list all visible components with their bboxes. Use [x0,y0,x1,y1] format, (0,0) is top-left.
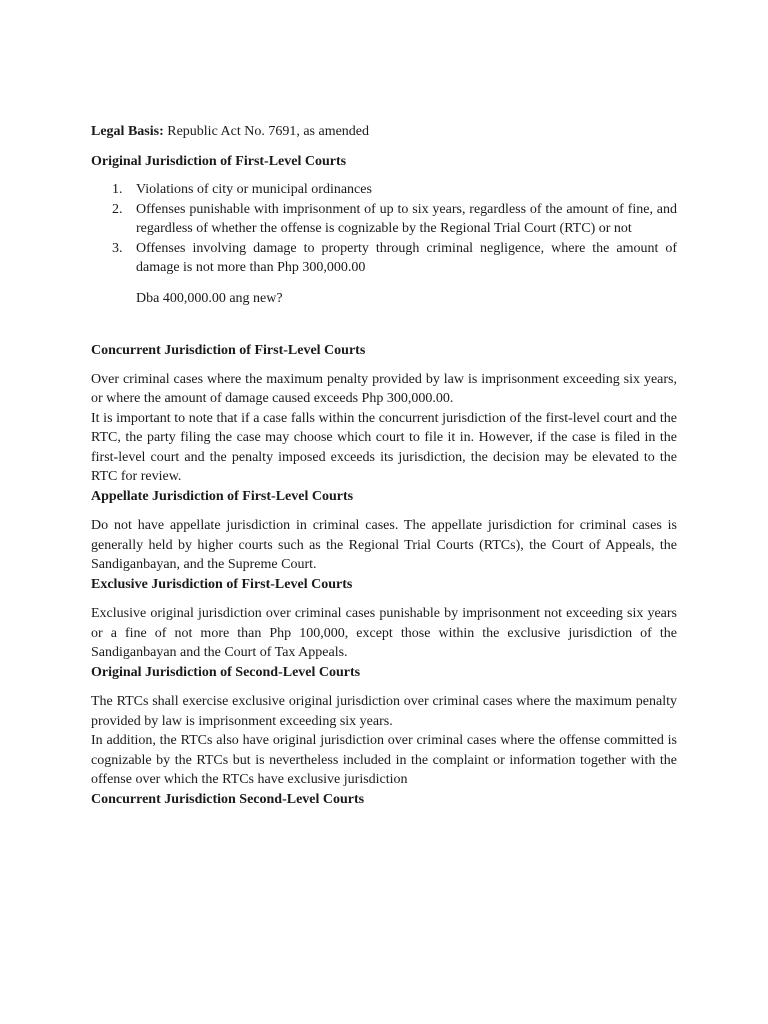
list-item-text: Offenses involving damage to property through criminal negligence, where the amount of damage is not more than Php 300,000.00 [136,240,677,275]
document-body [91,122,677,809]
paragraph: Exclusive original jurisdiction over criminal cases punishable by imprisonment not exceeding six years or a fine of not more than Php 100,000, except those within the exclusive jurisdiction of the Sandiganbayan and the Court of Tax Appeals. [91,606,677,660]
margin-note: Dba 400,000.00 ang new? [136,290,283,306]
section-heading-exclusive-first: Exclusive Jurisdiction of First-Level Courts [91,576,353,592]
section-heading-original-second: Original Jurisdiction of Second-Level Courts [91,664,361,680]
list-item-text: Offenses punishable with imprisonment of up to six years, regardless of the amount of fine, and regardless of whether the offense is cognizable by the Regional Trial Court (RTC) or not [136,201,677,236]
list-item [91,239,677,278]
list-item [91,180,677,200]
paragraph: Over criminal cases where the maximum penalty provided by law is imprisonment exceeding six years, or where the amount of damage caused exceeds Php 300,000.00. [91,371,677,406]
list-item-number: 3. [112,240,123,256]
paragraph: The RTCs shall exercise exclusive original jurisdiction over criminal cases where the maximum penalty provided by law is imprisonment exceeding six years. [91,694,677,729]
list-item-text: Violations of city or municipal ordinances [136,182,372,197]
legal-basis-value: Republic Act No. 7691, as amended [163,124,370,139]
original-first-list [91,180,677,278]
section-heading-original-first: Original Jurisdiction of First-Level Courts [91,153,347,169]
legal-basis-label: Legal Basis: [91,124,164,139]
section-heading-appellate-first: Appellate Jurisdiction of First-Level Courts [91,488,354,504]
list-item-number: 2. [112,201,123,217]
legal-basis-line [91,122,677,142]
paragraph: In addition, the RTCs also have original jurisdiction over criminal cases where the offense committed is cognizable by the RTCs but is nevertheless included in the complaint or information together with the offense over which the RTCs have exclusive jurisdiction [91,733,677,787]
section-heading-concurrent-first: Concurrent Jurisdiction of First-Level Courts [91,343,366,358]
paragraph: It is important to note that if a case falls within the concurrent jurisdiction of the first-level court and the RTC, the party filing the case may choose which court to file it in. However, if the case is filed in the first-level court and the penalty imposed exceeds its jurisdiction, the decision may be elevated to the RTC for review. [91,410,677,484]
section-heading-concurrent-second: Concurrent Jurisdiction Second-Level Courts [91,791,365,807]
list-item-number: 1. [112,182,123,197]
paragraph: Do not have appellate jurisdiction in criminal cases. The appellate jurisdiction for criminal cases is generally held by higher courts such as the Regional Trial Courts (RTCs), the Court of Appeals, the Sandiganbayan, and the Supreme Court. [91,518,677,572]
list-item [91,200,677,239]
spacer [91,308,677,341]
